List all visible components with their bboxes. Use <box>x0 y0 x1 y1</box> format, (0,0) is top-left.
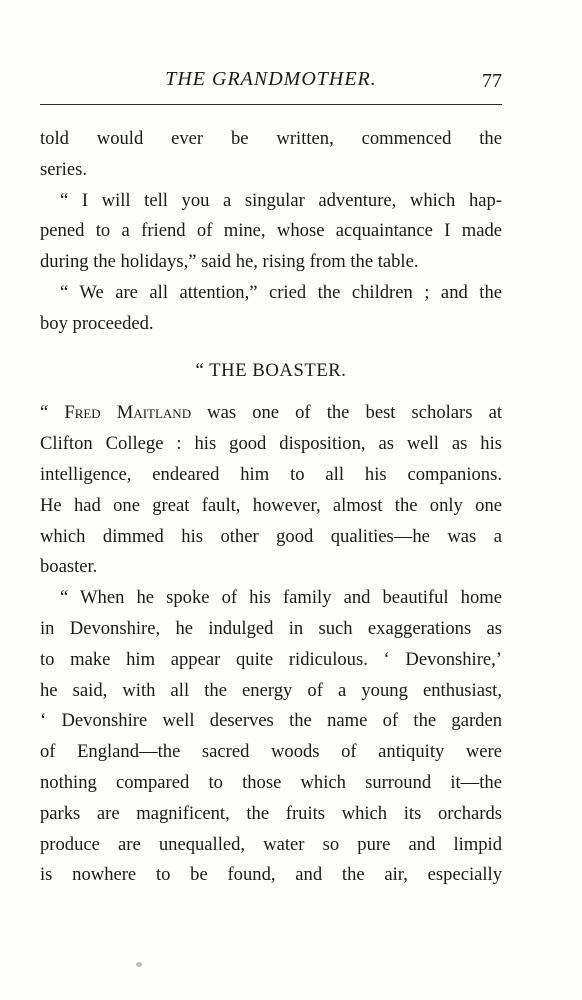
text-line: is nowhere to be found, and the air, especially <box>40 864 502 886</box>
text-line: “ I will tell you a singular adventure, which hap- <box>60 189 502 211</box>
text-line: He had one great fault, however, almost the only one <box>40 494 502 516</box>
story-lead-line <box>40 398 502 429</box>
lead-rest: was one of the best scholars at <box>191 402 502 424</box>
running-head <box>40 68 502 98</box>
text-line: boy proceeded. <box>40 312 154 334</box>
open-quote: “ <box>40 402 65 424</box>
text-line: pened to a friend of mine, whose acquaintance I made <box>40 220 502 242</box>
running-title: THE GRANDMOTHER. <box>165 68 377 90</box>
page-number: 77 <box>482 70 502 92</box>
text-line: “ We are all attention,” cried the children ; and the <box>60 281 502 303</box>
text-line: boaster. <box>40 556 98 578</box>
header-rule <box>40 104 502 105</box>
body-text <box>40 124 502 891</box>
text-line: told would ever be written, commenced the <box>40 128 502 149</box>
text-line: nothing compared to those which surround it—the <box>40 771 502 793</box>
text-line: during the holidays,” said he, rising from the table. <box>40 251 419 273</box>
text-line: parks are magnificent, the fruits which its orchards <box>40 802 502 824</box>
text-line: he said, with all the energy of a young enthusiast, <box>40 679 502 701</box>
text-line: of England—the sacred woods of antiquity were <box>40 741 502 763</box>
text-line: intelligence, endeared him to all his companions. <box>40 463 502 485</box>
text-line: “ When he spoke of his family and beautiful home <box>60 587 502 609</box>
text-line: in Devonshire, he indulged in such exaggerations as <box>40 617 502 639</box>
text-line: Clifton College : his good disposition, as well as his <box>40 433 502 455</box>
text-line: to make him appear quite ridiculous. ‘ Devonshire,’ <box>40 648 502 670</box>
paper-speck <box>136 962 142 967</box>
text-line: ‘ Devonshire well deserves the name of the garden <box>40 710 502 732</box>
section-heading: “ THE BOASTER. <box>195 359 347 381</box>
character-name: Fred Maitland <box>64 402 192 424</box>
text-line: produce are unequalled, water so pure and limpid <box>40 833 502 855</box>
text-line: which dimmed his other good qualities—he was a <box>40 525 502 547</box>
text-line: series. <box>40 158 87 180</box>
